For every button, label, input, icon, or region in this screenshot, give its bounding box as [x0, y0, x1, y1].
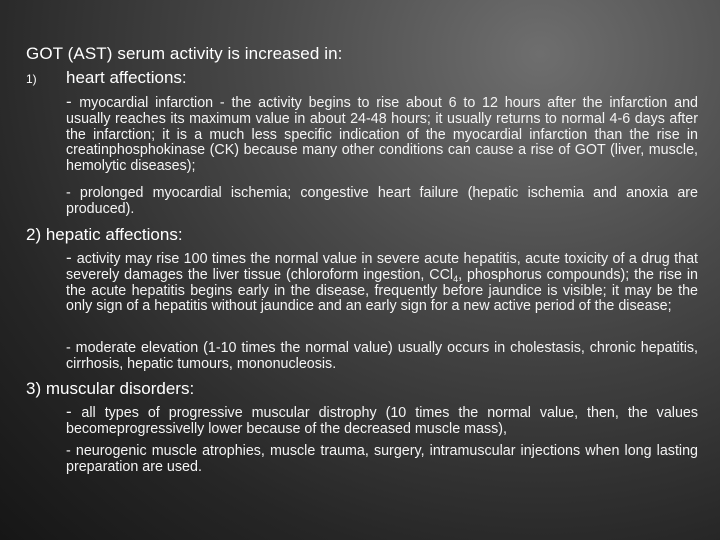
item-text: prolonged myocardial ischemia; congestive heart failure (hepatic ischemia and anoxia are produced).: [66, 185, 698, 217]
section-3-item-2: [66, 444, 698, 476]
section-2-item-1: [66, 250, 698, 315]
section-3-heading: 3) muscular disorders:: [26, 379, 195, 398]
bullet-dash: -: [66, 402, 82, 421]
item-text: neurogenic muscle atrophies, muscle trauma, surgery, intramuscular injections when long lasting preparation are used.: [66, 443, 699, 475]
bullet-dash: -: [66, 92, 80, 111]
section-2-item-2: [66, 341, 698, 373]
item-text: myocardial infarction - the activity begins to rise about 6 to 12 hours after the infarction and usually reaches its maximum value in about 24-48 hours; it usually returns to normal 4-6 days after the infarction; it is a much less specific indication of the myocardial infarction than the rise in creatinphosphokinase (CK) because many other conditions can cause a rise of GOT (liver, muscle, hemolytic diseases);: [66, 95, 698, 175]
slide-title: GOT (AST) serum activity is increased in:: [26, 44, 343, 63]
section-1-item-2: [66, 186, 698, 218]
item-text-after: , phosphorus compounds); the rise in the acute hepatitis begins early in the disease, frequently before jaundice is visible; it may be the only sign of a hepatitis without jaundice and an early sign for a new active period of the disease;: [66, 266, 698, 315]
section-1-item-1: [66, 94, 698, 175]
section-1-number: 1): [26, 72, 37, 86]
item-text-before: activity may rise 100 times the normal value in severe acute hepatitis, acute toxicity of a drug that severely damages the liver tissue (chloroform ingestion, CCl: [66, 251, 698, 283]
bullet-dash: -: [66, 185, 80, 201]
section-2-heading: 2) hepatic affections:: [26, 225, 183, 244]
bullet-dash: -: [66, 340, 76, 356]
item-text: all types of progressive muscular distrophy (10 times the normal value, then, the values becomeprogressivelly lower because of the decreased muscle mass),: [66, 405, 698, 437]
section-1-heading: heart affections:: [66, 68, 187, 87]
bullet-dash: -: [66, 443, 76, 459]
section-3-item-1: [66, 404, 698, 438]
bullet-dash: -: [66, 248, 77, 267]
subscript-4: 4: [453, 273, 459, 284]
item-text: moderate elevation (1-10 times the normal value) usually occurs in cholestasis, chronic hepatitis, cirrhosis, hepatic tumours, mononucleosis.: [66, 340, 698, 372]
